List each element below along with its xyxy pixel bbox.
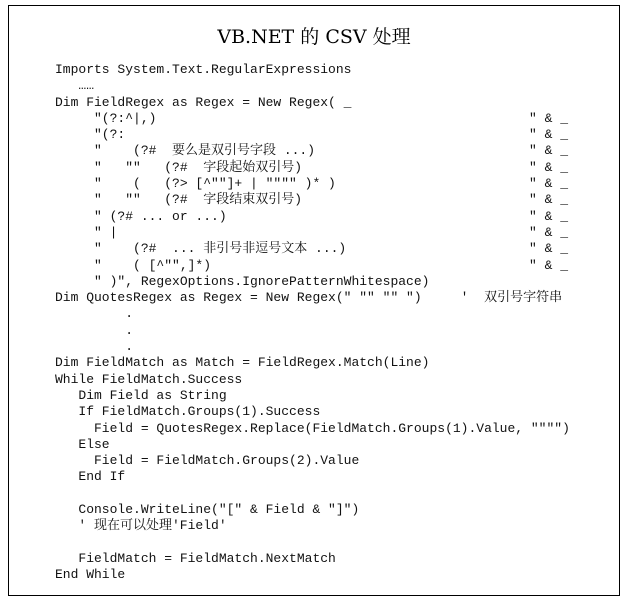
line-continuation: " & _	[529, 127, 569, 143]
code-line	[55, 323, 570, 339]
code-line	[55, 78, 570, 94]
code-line	[55, 209, 570, 225]
code-line	[55, 567, 570, 583]
code-text: ' 现在可以处理'Field'	[55, 518, 227, 534]
code-text: ……	[55, 78, 95, 94]
code-text: " (?# ... 非引号非逗号文本 ...)	[55, 241, 347, 257]
code-text: .	[55, 339, 134, 355]
line-continuation: " & _	[529, 224, 569, 240]
code-text: " )", RegexOptions.IgnorePatternWhitespace)	[55, 273, 430, 289]
code-line	[55, 192, 570, 208]
listing-title: VB.NET 的 CSV 处理	[217, 26, 411, 48]
code-line	[55, 453, 570, 469]
code-line	[55, 388, 570, 404]
code-line	[55, 551, 570, 567]
code-block	[55, 62, 570, 584]
code-line	[55, 437, 570, 453]
code-line	[55, 160, 570, 176]
code-text: While FieldMatch.Success	[55, 371, 243, 387]
code-text: Console.WriteLine("[" & Field & "]")	[55, 502, 360, 518]
code-line	[55, 535, 570, 551]
code-text: " (?# 要么是双引号字段 ...)	[55, 143, 316, 159]
code-line	[55, 372, 570, 388]
code-text: Dim FieldRegex as Regex = New Regex( _	[55, 94, 352, 110]
code-text: "(?:^|,)	[55, 110, 157, 126]
code-line	[55, 469, 570, 485]
code-text: " "" (?# 字段结束双引号)	[55, 192, 303, 208]
code-text: Dim FieldMatch as Match = FieldRegex.Match(Line)	[55, 355, 430, 371]
code-text: " |	[55, 224, 118, 240]
line-continuation: " & _	[529, 176, 569, 192]
code-line	[55, 62, 570, 78]
code-text: " ( [^"",]*)	[55, 257, 212, 273]
code-text: Dim Field as String	[55, 387, 227, 403]
code-line	[55, 518, 570, 534]
code-text: " (?# ... or ...)	[55, 208, 227, 224]
code-line	[55, 306, 570, 322]
line-continuation: " & _	[529, 159, 569, 175]
code-text: End If	[55, 469, 126, 485]
code-text: If FieldMatch.Groups(1).Success	[55, 404, 321, 420]
line-continuation: " & _	[529, 192, 569, 208]
code-line	[55, 274, 570, 290]
code-text: Dim QuotesRegex as Regex = New Regex(" "" "" ") ' 双引号字符串	[55, 290, 563, 306]
code-line	[55, 339, 570, 355]
code-text: Field = QuotesRegex.Replace(FieldMatch.Groups(1).Value, """")	[55, 420, 570, 436]
line-continuation: " & _	[529, 110, 569, 126]
line-continuation: " & _	[529, 143, 569, 159]
code-text: Else	[55, 436, 110, 452]
listing-frame	[8, 5, 620, 596]
code-line	[55, 421, 570, 437]
code-line	[55, 95, 570, 111]
line-continuation: " & _	[529, 257, 569, 273]
code-text: " "" (?# 字段起始双引号)	[55, 159, 303, 175]
code-line	[55, 486, 570, 502]
line-continuation: " & _	[529, 241, 569, 257]
code-line	[55, 258, 570, 274]
code-line	[55, 241, 570, 257]
code-text: "(?:	[55, 127, 126, 143]
code-text: Imports System.Text.RegularExpressions	[55, 62, 352, 77]
code-line	[55, 176, 570, 192]
code-line	[55, 127, 570, 143]
code-line	[55, 111, 570, 127]
code-text: End While	[55, 567, 126, 583]
code-line	[55, 404, 570, 420]
code-line	[55, 355, 570, 371]
code-line	[55, 225, 570, 241]
code-line	[55, 502, 570, 518]
code-line	[55, 143, 570, 159]
code-line	[55, 290, 570, 306]
code-text: Field = FieldMatch.Groups(2).Value	[55, 453, 360, 469]
code-text: " ( (?> [^""]+ | """" )* )	[55, 176, 336, 192]
code-text: FieldMatch = FieldMatch.NextMatch	[55, 550, 336, 566]
line-continuation: " & _	[529, 208, 569, 224]
code-text: .	[55, 322, 134, 338]
code-text: .	[55, 306, 134, 322]
